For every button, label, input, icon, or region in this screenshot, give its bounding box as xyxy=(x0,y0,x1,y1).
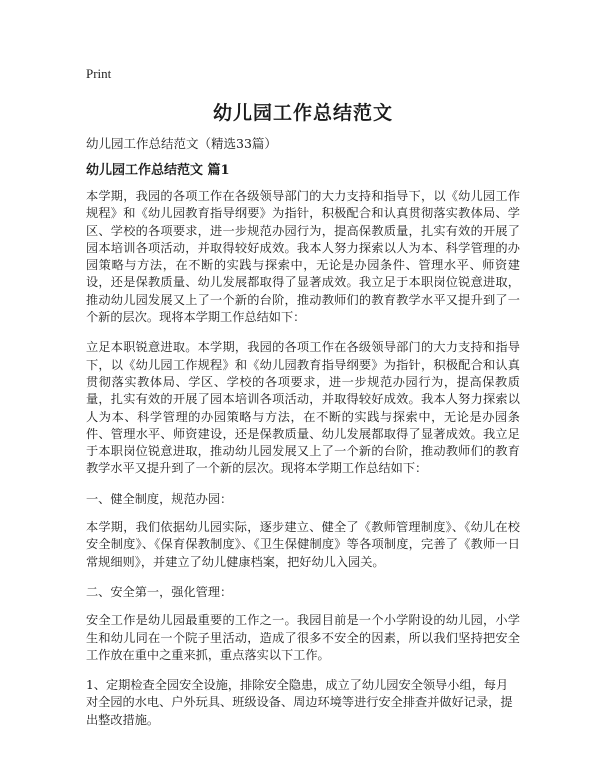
section-heading: 幼儿园工作总结范文 篇1 xyxy=(86,163,230,178)
paragraph-point-two: 安全工作是幼儿园最重要的工作之一。我园目前是一个小学附设的幼儿园，小学生和幼儿同在一个院子里活动，造成了很多不安全的因素，所以我们坚持把安全工作放在重中之重来抓，重点落实以下工作。 xyxy=(86,613,520,662)
print-link[interactable]: Print xyxy=(86,66,112,81)
paragraph-safety-item-1: 1、定期检查全园安全设施，排除安全隐患，成立了幼儿园安全领导小组，每月对全园的水电、户外玩具、班级设备、周边环境等进行安全排查并做好记录，提出整改措施。 xyxy=(86,678,513,727)
page-title: 幼儿园工作总结范文 xyxy=(212,102,393,124)
paragraph-point-one: 本学期，我们依据幼儿园实际，逐步建立、健全了《教师管理制度》、《幼儿在校安全制度》、《保育保教制度》、《卫生保健制度》等各项制度，完善了《教师一日常规细则》，并建立了幼儿健康档案，把好幼儿入园关。 xyxy=(86,520,520,569)
paragraph-intro: 本学期，我园的各项工作在各级领导部门的大力支持和指导下，以《幼儿园工作规程》和《幼儿园教育指导纲要》为指针，积极配合和认真贯彻落实教体局、学区、学校的各项要求，进一步规范办园行为，提高保教质量，扎实有效的开展了园本培训各项活动，并取得较好成效。我本人努力探索以人为本、科学管理的办园策略与方法，在不断的实践与探索中，无论是办园条件、管理水平、师资建设，还是保教质量、幼儿发展都取得了显著成效。我立足于本职岗位锐意进取，推动幼儿园发展又上了一个新的台阶，推动教师们的教育教学水平又提升到了一个新的层次。现将本学期工作总结如下： xyxy=(86,189,520,325)
document-subtitle: 幼儿园工作总结范文（精选33篇） xyxy=(86,136,277,151)
heading-point-one: 一、健全制度，规范办园： xyxy=(86,491,233,506)
paragraph-summary: 立足本职锐意进取。本学期，我园的各项工作在各级领导部门的大力支持和指导下，以《幼儿园工作规程》和《幼儿园教育指导纲要》为指针，积极配合和认真贯彻落实教体局、学区、学校的各项要求，进一步规范办园行为，提高保教质量，扎实有效的开展了园本培训各项活动，并取得较好成效。我本人努力探索以人为本、科学管理的办园策略与方法，在不断的实践与探索中，无论是办园条件、管理水平、师资建设，还是保教质量、幼儿发展都取得了显著成效。我立足于本职岗位锐意进取，推动幼儿园发展又上了一个新的台阶，推动教师们的教育教学水平又提升到了一个新的层次。现将本学期工作总结如下： xyxy=(86,340,520,476)
document-page xyxy=(86,66,520,743)
heading-point-two: 二、安全第一，强化管理： xyxy=(86,584,233,599)
